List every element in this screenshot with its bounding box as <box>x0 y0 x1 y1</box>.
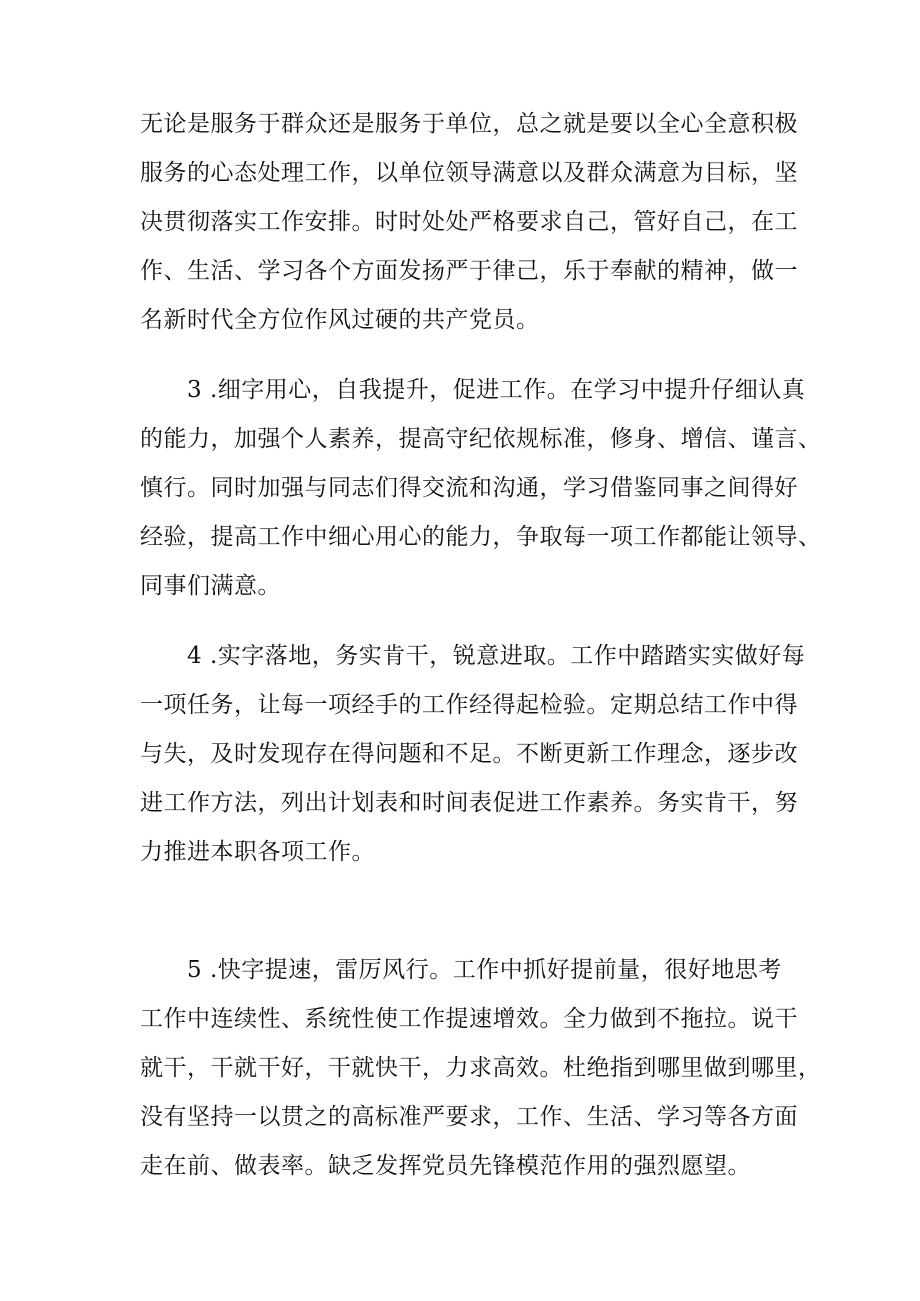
paragraph-item-3 <box>140 366 822 611</box>
text-line: 作、生活、学习各个方面发扬严于律己，乐于奉献的精神，做一 <box>140 258 798 284</box>
text-line: 没有坚持一以贯之的高标准严要求，工作、生活、学习等各方面 <box>140 1104 798 1130</box>
text-line: 4 .实字落地，务实肯干，锐意进取。工作中踏踏实实做好每 <box>187 643 806 669</box>
text-line: 同事们满意。 <box>140 573 281 599</box>
text-line: 无论是服务于群众还是服务于单位，总之就是要以全心全意积极 <box>140 111 798 137</box>
text-line: 进工作方法，列出计划表和时间表促进工作素养。务实肯干，努 <box>140 790 798 816</box>
text-line: 服务的心态处理工作，以单位领导满意以及群众满意为目标，坚 <box>140 160 798 186</box>
text-line: 决贯彻落实工作安排。时时处处严格要求自己，管好自己，在工 <box>140 209 798 235</box>
text-line: 5 .快字提速，雷厉风行。工作中抓好提前量，很好地思考 <box>187 957 782 983</box>
text-line: 一项任务，让每一项经手的工作经得起检验。定期总结工作中得 <box>140 692 798 718</box>
paragraph-item-4 <box>140 632 806 877</box>
paragraph-item-5 <box>140 946 822 1191</box>
text-line: 力推进本职各项工作。 <box>140 839 375 865</box>
paragraph-service-attitude <box>140 100 798 345</box>
text-line: 名新时代全方位作风过硬的共产党员。 <box>140 307 540 333</box>
text-line: 3 .细字用心，自我提升，促进工作。在学习中提升仔细认真 <box>187 377 806 403</box>
text-line: 就干，干就干好，干就快干，力求高效。杜绝指到哪里做到哪里， <box>140 1055 822 1081</box>
text-line: 经验，提高工作中细心用心的能力，争取每一项工作都能让领导、 <box>140 524 822 550</box>
text-line: 工作中连续性、系统性使工作提速增效。全力做到不拖拉。说干 <box>140 1006 798 1032</box>
text-line: 走在前、做表率。缺乏发挥党员先锋模范作用的强烈愿望。 <box>140 1153 751 1179</box>
text-line: 的能力，加强个人素养，提高守纪依规标准，修身、增信、谨言、 <box>140 426 822 452</box>
text-line: 慎行。同时加强与同志们得交流和沟通，学习借鉴同事之间得好 <box>140 475 798 501</box>
text-line: 与失，及时发现存在得问题和不足。不断更新工作理念，逐步改 <box>140 741 798 767</box>
